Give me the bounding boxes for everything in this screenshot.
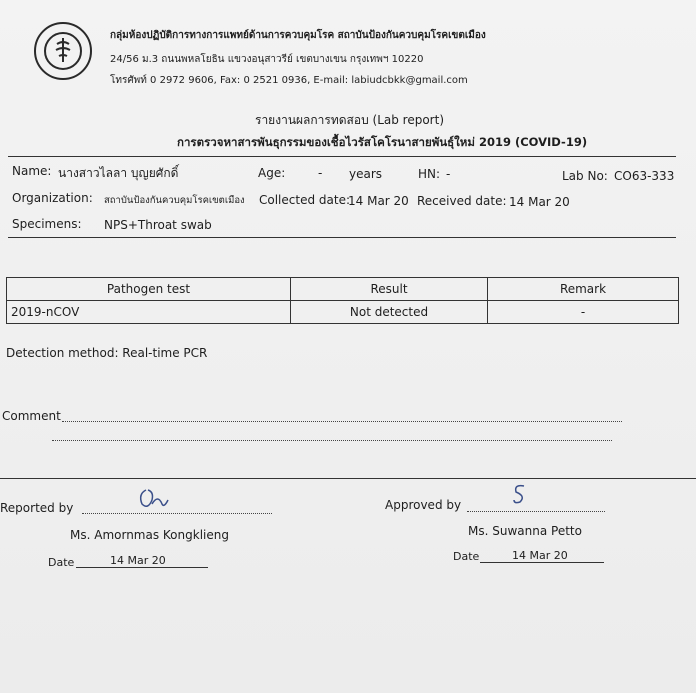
divider-comment: [0, 478, 696, 479]
org-contact: โทรศัพท์ 0 2972 9606, Fax: 0 2521 0936, E-mail: labiudcbkk@gmail.com: [110, 75, 468, 86]
labno-label: Lab No:: [562, 169, 608, 183]
collected-date-label: Collected date:: [259, 193, 350, 207]
reported-date-label: Date: [48, 556, 75, 569]
report-title: รายงานผลการทดสอบ (Lab report): [255, 113, 444, 127]
pathogen-results-table: [6, 277, 679, 324]
org-name: กลุ่มห้องปฏิบัติการทางการแพทย์ด้านการควบคุมโรค สถาบันป้องกันควบคุมโรคเขตเมือง: [110, 30, 486, 41]
divider-top: [8, 156, 676, 157]
age-label: Age:: [258, 166, 286, 180]
result-header: Result: [291, 278, 488, 301]
hn-label: HN:: [418, 167, 441, 181]
approved-by-label: Approved by: [385, 498, 462, 512]
organization-label: Organization:: [12, 191, 93, 205]
years-label: years: [349, 167, 383, 181]
age-value: -: [318, 166, 323, 180]
approved-by-name: Ms. Suwanna Petto: [468, 524, 582, 538]
received-date-label: Received date:: [417, 194, 507, 208]
reported-signature-line: [82, 513, 272, 514]
reported-by-name: Ms. Amornmas Kongklieng: [70, 528, 229, 542]
reported-by-label: Reported by: [0, 501, 74, 515]
reported-date-value: 14 Mar 20: [110, 554, 166, 567]
institution-logo-icon: [34, 22, 92, 80]
approved-date-value: 14 Mar 20: [512, 549, 568, 562]
table-header-row: [7, 278, 679, 301]
approved-date-line: [480, 562, 604, 563]
org-address: 24/56 ม.3 ถนนพหลโยธิน แขวงอนุสาวรีย์ เขตบางเขน กรุงเทพฯ 10220: [110, 54, 424, 65]
organization-value: สถาบันป้องกันควบคุมโรคเขตเมือง: [104, 195, 245, 206]
approved-date-label: Date: [453, 550, 480, 563]
table-row: [7, 301, 679, 324]
comment-line-2: [52, 440, 612, 441]
comment-label: Comment: [2, 409, 61, 423]
reported-date-line: [76, 567, 208, 568]
name-value: นางสาวไลลา บุญยศักดิ์: [58, 166, 179, 180]
remark-header: Remark: [488, 278, 679, 301]
detection-method: Detection method: Real-time PCR: [6, 346, 208, 360]
approved-signature-icon: [508, 482, 530, 508]
hn-value: -: [446, 167, 451, 181]
approved-signature-line: [467, 511, 605, 512]
result-cell: Not detected: [291, 301, 488, 324]
specimens-label: Specimens:: [12, 217, 82, 231]
specimens-value: NPS+Throat swab: [104, 218, 212, 232]
comment-line-1: [62, 421, 622, 422]
collected-date-value: 14 Mar 20: [348, 194, 409, 208]
remark-cell: -: [488, 301, 679, 324]
pathogen-test-header: Pathogen test: [7, 278, 291, 301]
divider-patient: [8, 237, 676, 238]
report-subtitle: การตรวจหาสารพันธุกรรมของเชื้อไวรัสโคโรนาสายพันธุ์ใหม่ 2019 (COVID-19): [177, 135, 588, 149]
pathogen-test-cell: 2019-nCOV: [7, 301, 291, 324]
received-date-value: 14 Mar 20: [509, 195, 570, 209]
reported-signature-icon: [136, 484, 172, 514]
labno-value: CO63-333: [614, 169, 675, 183]
name-label: Name:: [12, 164, 52, 178]
